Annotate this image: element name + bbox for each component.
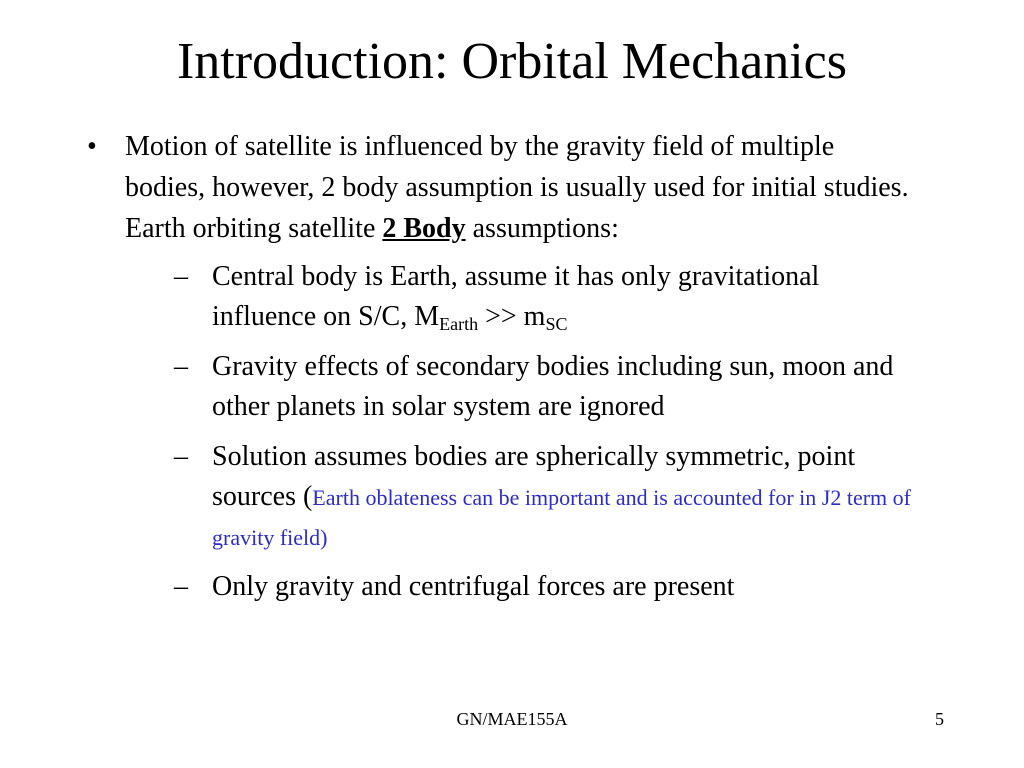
- oblateness-note: Earth oblateness can be important and is accounted for in J2 term of gravity field): [212, 485, 911, 550]
- sub-bullet-central-body: [166, 257, 914, 337]
- sub-bullet-text: Gravity effects of secondary bodies including sun, moon and other planets in solar system are ignored: [212, 351, 894, 422]
- subscript-sc: SC: [545, 314, 568, 334]
- dash-marker: –: [174, 261, 188, 292]
- sub-bullet-list: [125, 257, 914, 607]
- sub-bullet-secondary-bodies: [166, 347, 914, 427]
- sub-bullet-text: Solution assumes bodies are spherically symmetric, point sources (: [212, 441, 856, 512]
- sub-bullet-text: Only gravity and centrifugal forces are present: [212, 571, 735, 602]
- main-bullet: [84, 126, 914, 607]
- bullet-marker: •: [87, 131, 97, 162]
- dash-marker: –: [174, 351, 188, 382]
- two-body-emphasis: 2 Body: [382, 213, 466, 244]
- footer-course-label: GN/MAE155A: [456, 709, 568, 729]
- sub-bullet-forces: [166, 567, 914, 607]
- sub-bullet-text: Central body is Earth, assume it has only gravitational influence on S/C, M: [212, 261, 820, 332]
- dash-marker: –: [174, 441, 188, 472]
- subscript-earth: Earth: [439, 314, 479, 334]
- page-number: 5: [935, 709, 944, 729]
- slide-title: Introduction: Orbital Mechanics: [176, 33, 848, 90]
- dash-marker: –: [174, 571, 188, 602]
- bullet-list: [84, 126, 914, 617]
- main-bullet-text: Motion of satellite is influenced by the gravity field of multiple bodies, however, 2 body assumption is usually used for initial studies. Earth orbiting satellite: [125, 131, 909, 244]
- sub-bullet-spherical: [166, 437, 914, 557]
- sub-bullet-mid: >> m: [478, 301, 546, 332]
- main-bullet-text-end: assumptions:: [465, 213, 619, 244]
